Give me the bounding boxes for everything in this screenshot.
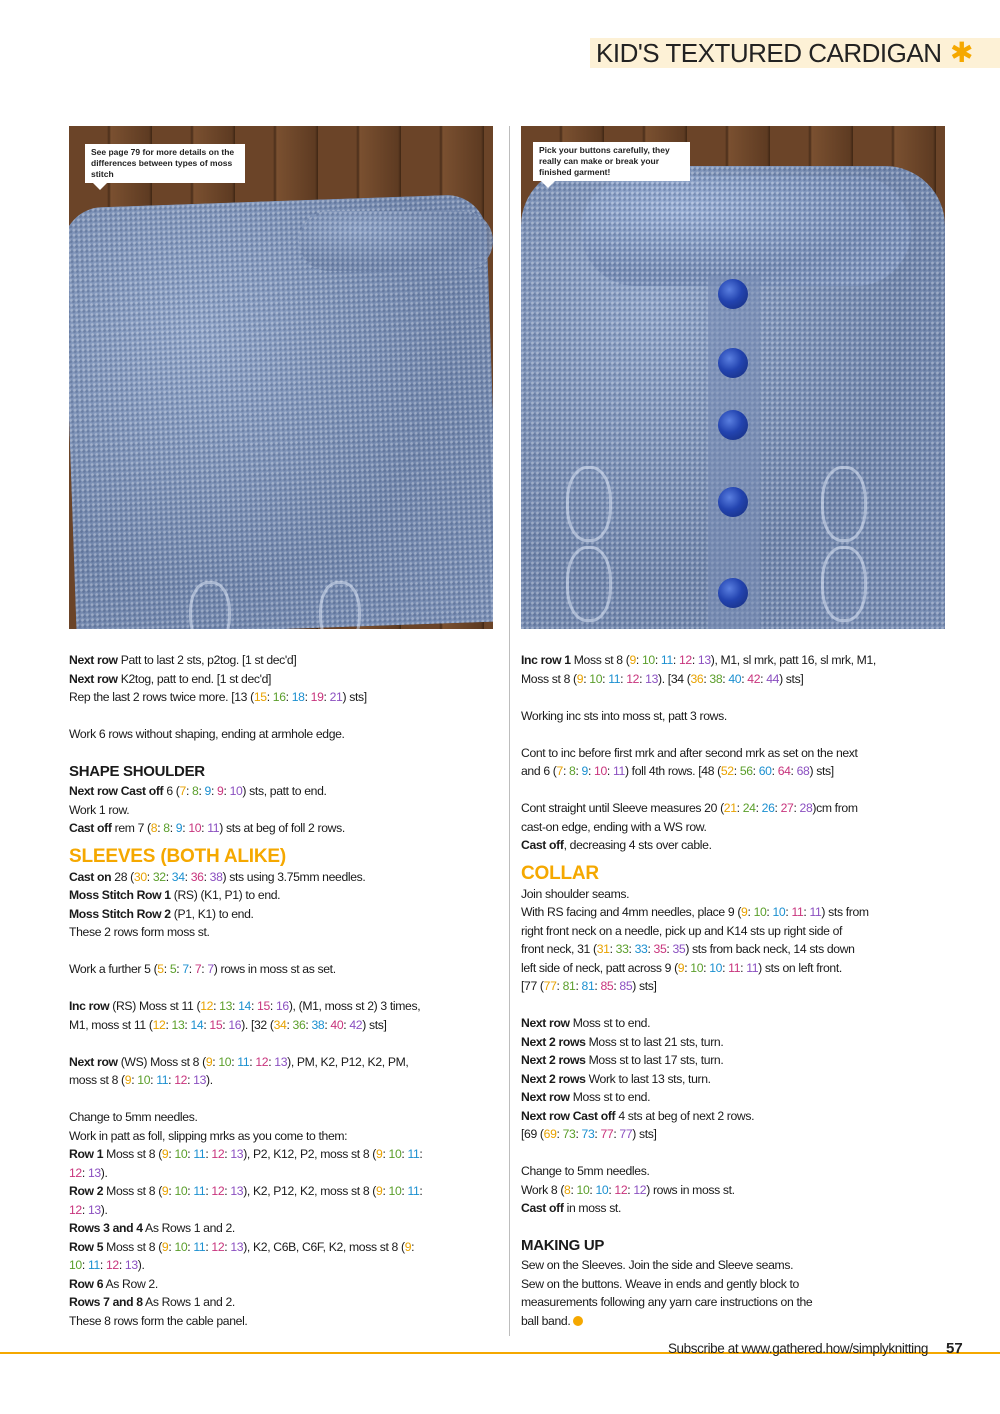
size-value: 26 [761, 801, 775, 815]
instruction-paragraph: Work 6 rows without shaping, ending at armhole edge. [69, 727, 345, 741]
size-value: 11 [407, 1184, 420, 1198]
cable-motif [566, 546, 612, 622]
size-value: 77 [619, 1127, 633, 1141]
size-value: 11 [237, 1054, 250, 1069]
size-value: 9 [677, 960, 685, 975]
instruction-paragraph: Next row (WS) Moss st 8 (9: 10: 11: 12: 13), PM, K2, P12, K2, PM, moss st 8 (9: 10: 11: 12: 13). [69, 1054, 409, 1087]
size-value: 10 [595, 1182, 609, 1197]
cable-motif [319, 581, 361, 629]
size-value: 35 [653, 942, 667, 956]
asterisk-icon: ✱ [950, 37, 974, 68]
size-value: 10 [174, 1239, 188, 1254]
size-value: 11 [207, 821, 220, 835]
size-value: 11 [728, 960, 741, 975]
size-value: 12 [105, 1258, 119, 1272]
size-value: 12 [211, 1239, 225, 1254]
size-value: 16 [228, 1017, 242, 1032]
size-value: 36 [190, 869, 204, 884]
cardigan-button [718, 410, 748, 440]
bold-term: Cast off [69, 821, 112, 835]
size-value: 10 [576, 1182, 590, 1197]
size-value: 77 [600, 1127, 614, 1141]
size-value: 12 [626, 671, 640, 686]
size-value: 9 [205, 1054, 213, 1069]
cable-motif [189, 581, 231, 629]
size-value: 10 [69, 1258, 82, 1272]
bold-term: Next row [69, 671, 118, 686]
size-value: 9 [629, 653, 636, 667]
size-value: 9 [217, 784, 224, 798]
size-value: 13 [124, 1258, 138, 1272]
right-column [521, 651, 946, 1330]
size-value: 5 [157, 962, 164, 976]
instruction-paragraph: Cont straight until Sleeve measures 20 (21: 24: 26: 27: 28)cm from cast-on edge, ending with a WS row. Cast off, decreasing 4 sts over cable. [521, 801, 858, 852]
size-value: 5 [169, 962, 177, 976]
size-value: 8 [192, 784, 199, 798]
size-value: 81 [581, 979, 595, 993]
cable-motif [566, 466, 612, 542]
size-value: 7 [182, 962, 189, 976]
bold-term: Cast off [521, 838, 564, 852]
bold-term: Row 2 [69, 1184, 104, 1198]
size-value: 9 [175, 821, 183, 835]
bold-term: Next row [69, 653, 118, 667]
size-value: 10 [218, 1054, 232, 1069]
size-value: 9 [376, 1184, 383, 1198]
size-value: 10 [174, 1147, 188, 1161]
size-value: 11 [660, 653, 673, 667]
bold-term: Next row [521, 1090, 570, 1104]
bold-term: Row 5 [69, 1239, 104, 1254]
size-value: 11 [746, 960, 759, 975]
size-value: 85 [619, 979, 633, 993]
bold-term: Row 1 [69, 1147, 104, 1161]
size-value: 28 [799, 801, 813, 815]
cardigan-button [718, 348, 748, 378]
section-heading-shape-shoulder: SHAPE SHOULDER [69, 763, 205, 780]
size-value: 9 [741, 905, 748, 919]
size-value: 12 [174, 1073, 188, 1087]
size-value: 8 [569, 764, 576, 778]
size-value: 32 [152, 869, 166, 884]
size-value: 12 [152, 1017, 166, 1032]
instruction-paragraph: Change to 5mm needles. Work 8 (8: 10: 10: 12: 12) rows in moss st. Cast off in moss st. [521, 1164, 735, 1215]
size-value: 11 [193, 1239, 206, 1254]
size-value: 11 [791, 905, 804, 919]
size-value: 52 [720, 764, 734, 778]
page-number: 57 [946, 1340, 963, 1357]
cardigan-button [718, 578, 748, 608]
size-value: 11 [193, 1184, 206, 1198]
size-value: 12 [211, 1184, 225, 1198]
bold-term: Inc row [69, 999, 110, 1013]
size-value: 7 [194, 962, 202, 976]
size-value: 13 [274, 1054, 288, 1069]
cardigan-button [718, 279, 748, 309]
size-value: 64 [777, 764, 791, 778]
size-value: 7 [179, 784, 186, 798]
size-value: 9 [404, 1239, 412, 1254]
photo-caption: See page 79 for more details on the differences between types of moss stitch [85, 144, 245, 183]
size-value: 16 [275, 999, 289, 1013]
size-value: 8 [163, 821, 170, 835]
size-value: 40 [728, 671, 742, 686]
size-value: 10 [137, 1073, 151, 1087]
size-value: 13 [193, 1073, 207, 1087]
size-value: 11 [608, 671, 621, 686]
instruction-paragraph: Working inc sts into moss st, patt 3 rows. [521, 708, 727, 723]
size-value: 15 [253, 690, 267, 704]
size-value: 77 [543, 979, 557, 993]
instruction-paragraph: Join shoulder seams. With RS facing and 4mm needles, place 9 (9: 10: 10: 11: 11) sts from right front neck on a needle, pick up and K14 sts up right side of front neck, 31 (31: 33: 33: 35: 35) sts from back neck, 14 sts down left side of neck, patt across 9 (9: 10: 10: 11: 11) sts on left front. [77 (77: 81: 81: 85: 85) sts] [521, 886, 869, 993]
bold-term: Row 6 [69, 1276, 104, 1291]
size-value: 15 [209, 1017, 223, 1032]
size-value: 10 [709, 960, 723, 975]
bold-term: Next row [521, 1016, 570, 1030]
size-value: 11 [193, 1147, 206, 1161]
size-value: 12 [614, 1182, 628, 1197]
knitted-collar [581, 176, 911, 286]
size-value: 9 [124, 1073, 132, 1087]
subscribe-link[interactable]: Subscribe at www.gathered.how/simplyknitting [667, 1341, 928, 1356]
size-value: 42 [747, 671, 761, 686]
size-value: 35 [672, 942, 686, 956]
size-value: 36 [690, 671, 704, 686]
left-column [69, 651, 489, 1330]
bold-term: Next row Cast off [69, 784, 164, 798]
instruction-paragraph: Next row Patt to last 2 sts, p2tog. [1 st dec'd] Next row K2tog, patt to end. [1 st dec'd] Rep the last 2 rows twice more. [13 (15: 16: 18: 19: 21) sts] [69, 653, 367, 704]
size-value: 73 [562, 1127, 576, 1141]
instruction-paragraph: Next row Moss st to end. Next 2 rows Moss st to last 21 sts, turn. Next 2 rows Moss st to last 17 sts, turn. Next 2 rows Work to last 13 sts, turn. Next row Moss st to end. Next row Cast off 4 sts at beg of next 2 rows. [69 (69: 73: 73: 77: 77) sts] [521, 1016, 755, 1141]
cable-motif [821, 466, 867, 542]
instruction-paragraph: Inc row (RS) Moss st 11 (12: 13: 14: 15: 16), (M1, moss st 2) 3 times, M1, moss st 11 (12: 13: 14: 15: 16). [32 (34: 36: 38: 40: 42) sts] [69, 999, 421, 1032]
size-value: 9 [204, 784, 211, 798]
instruction-paragraph: Change to 5mm needles. Work in patt as foll, slipping mrks as you come to them: Row 1 Moss st 8 (9: 10: 11: 12: 13), P2, K12, P2, moss st 8 (9: 10: 11: 12: 13). Row 2 Moss st 8 (9: 10: 11: 12: 13), K2, P12, K2, moss st 8 (9: 10: 11: 12: 13). Rows 3 and 4 As Rows 1 and 2. Row 5 Moss st 8 (9: 10: 11: 12: 13), K2, C6B, C6F, K2, moss st 8 (9: 10: 11: 12: 13). Row 6 As Row 2. Rows 7 and 8 As Rows 1 and 2. These 8 rows form the cable panel. [69, 1110, 423, 1328]
bold-term: Moss Stitch Row 1 [69, 888, 171, 902]
size-value: 30 [133, 869, 147, 884]
size-value: 10 [174, 1184, 188, 1198]
size-value: 60 [758, 764, 772, 778]
bold-term: Next row [69, 1054, 118, 1069]
size-value: 27 [780, 801, 794, 815]
size-value: 14 [238, 999, 251, 1013]
size-value: 38 [209, 869, 223, 884]
size-value: 10 [589, 671, 603, 686]
size-value: 10 [188, 821, 202, 835]
button-band [708, 276, 760, 629]
size-value: 38 [709, 671, 723, 686]
section-heading-collar: COLLAR [521, 862, 599, 884]
bold-term: Rows 7 and 8 [69, 1295, 143, 1309]
size-value: 31 [596, 942, 610, 956]
size-value: 56 [739, 764, 753, 778]
instruction-paragraph: Inc row 1 Moss st 8 (9: 10: 11: 12: 13), M1, sl mrk, patt 16, sl mrk, M1, Moss st 8 (9: 10: 11: 12: 13). [34 (36: 38: 40: 42: 44) sts] [521, 653, 876, 686]
size-value: 8 [564, 1182, 571, 1197]
size-value: 21 [329, 690, 343, 704]
size-value: 12 [211, 1147, 225, 1161]
size-value: 13 [645, 671, 659, 686]
size-value: 8 [150, 821, 158, 835]
size-value: 44 [766, 671, 780, 686]
size-value: 7 [556, 764, 563, 778]
size-value: 11 [809, 905, 822, 919]
size-value: 36 [292, 1017, 306, 1032]
size-value: 13 [230, 1184, 244, 1198]
size-value: 12 [255, 1054, 269, 1069]
size-value: 13 [230, 1239, 244, 1254]
size-value: 9 [161, 1184, 169, 1198]
size-value: 15 [257, 999, 270, 1013]
size-value: 34 [171, 869, 185, 884]
bold-term: Cast off [521, 1201, 564, 1215]
size-value: 21 [723, 801, 737, 815]
size-value: 12 [200, 999, 214, 1013]
size-value: 38 [311, 1017, 325, 1032]
bold-term: Next 2 rows [521, 1071, 586, 1086]
photo-back-yoke [69, 126, 493, 629]
size-value: 42 [349, 1017, 363, 1032]
photo-front-buttons [521, 126, 945, 629]
cardigan-button [718, 487, 748, 517]
cable-motif [821, 546, 867, 622]
size-value: 13 [87, 1165, 101, 1180]
size-value: 13 [87, 1202, 101, 1217]
size-value: 12 [633, 1182, 647, 1197]
size-value: 11 [87, 1258, 100, 1272]
section-heading-sleeves: SLEEVES (BOTH ALIKE) [69, 845, 286, 867]
bold-term: Rows 3 and 4 [69, 1221, 143, 1235]
knitted-collar-edge [299, 211, 493, 271]
size-value: 9 [376, 1147, 383, 1161]
size-value: 73 [581, 1127, 595, 1141]
size-value: 33 [634, 942, 648, 956]
size-value: 33 [615, 942, 629, 956]
size-value: 69 [543, 1127, 557, 1141]
bold-term: Inc row 1 [521, 653, 571, 667]
size-value: 10 [772, 905, 786, 919]
size-value: 81 [562, 979, 576, 993]
size-value: 14 [190, 1017, 204, 1032]
size-value: 9 [161, 1147, 169, 1161]
size-value: 19 [310, 690, 324, 704]
size-value: 34 [273, 1017, 287, 1032]
bold-term: Next 2 rows [521, 1053, 586, 1067]
size-value: 68 [796, 764, 810, 778]
size-value: 16 [272, 690, 286, 704]
instruction-paragraph: Next row Cast off 6 (7: 8: 9: 9: 10) sts, patt to end. Work 1 row. Cast off rem 7 (8: 8: 9: 10: 11) sts at beg of foll 2 rows. [69, 784, 345, 835]
section-heading-making-up: MAKING UP [521, 1237, 605, 1254]
size-value: 13 [171, 1017, 185, 1032]
size-value: 12 [69, 1202, 82, 1217]
size-value: 85 [600, 979, 614, 993]
size-value: 40 [330, 1017, 344, 1032]
size-value: 13 [219, 999, 233, 1013]
size-value: 10 [229, 784, 243, 798]
size-value: 10 [594, 764, 607, 778]
size-value: 12 [69, 1165, 82, 1180]
size-value: 24 [742, 801, 756, 815]
size-value: 9 [161, 1239, 169, 1254]
photo-caption: Pick your buttons carefully, they really can make or break your finished garment! [533, 142, 690, 181]
size-value: 9 [581, 764, 588, 778]
bold-term: Next 2 rows [521, 1034, 586, 1049]
size-value: 10 [641, 653, 655, 667]
size-value: 10 [388, 1147, 402, 1161]
size-value: 13 [230, 1147, 244, 1161]
instruction-paragraph: Cast on 28 (30: 32: 34: 36: 38) sts using 3.75mm needles. Moss Stitch Row 1 (RS) (K1, P1) to end. Moss Stitch Row 2 (P1, K1) to end. These 2 rows form moss st. [69, 869, 366, 939]
size-value: 11 [612, 764, 625, 778]
size-value: 7 [207, 962, 214, 976]
bold-term: Cast on [69, 869, 112, 884]
size-value: 10 [753, 905, 767, 919]
end-mark-icon [573, 1316, 583, 1326]
size-value: 18 [291, 690, 305, 704]
instruction-paragraph: Cont to inc before first mrk and after second mrk as set on the next and 6 (7: 8: 9: 10: 11) foll 4th rows. [48 (52: 56: 60: 64: 68) sts] [521, 745, 858, 778]
size-value: 13 [697, 653, 711, 667]
instruction-paragraph [521, 1256, 946, 1330]
column-divider [509, 126, 510, 1336]
bold-term: Moss Stitch Row 2 [69, 906, 171, 921]
size-value: 12 [678, 653, 692, 667]
size-value: 10 [388, 1184, 402, 1198]
making-up-text: Sew on the Sleeves. Join the side and Sleeve seams. Sew on the buttons. Weave in ends and gently block to measurements following any yarn care instructions on the ball band. [521, 1258, 813, 1328]
instruction-paragraph: Work a further 5 (5: 5: 7: 7: 7) rows in moss st as set. [69, 962, 336, 976]
page-title: KID'S TEXTURED CARDIGAN [596, 38, 942, 68]
size-value: 11 [156, 1073, 169, 1087]
size-value: 10 [690, 960, 704, 975]
bold-term: Next row Cast off [521, 1108, 616, 1123]
size-value: 11 [407, 1147, 420, 1161]
size-value: 9 [576, 671, 584, 686]
